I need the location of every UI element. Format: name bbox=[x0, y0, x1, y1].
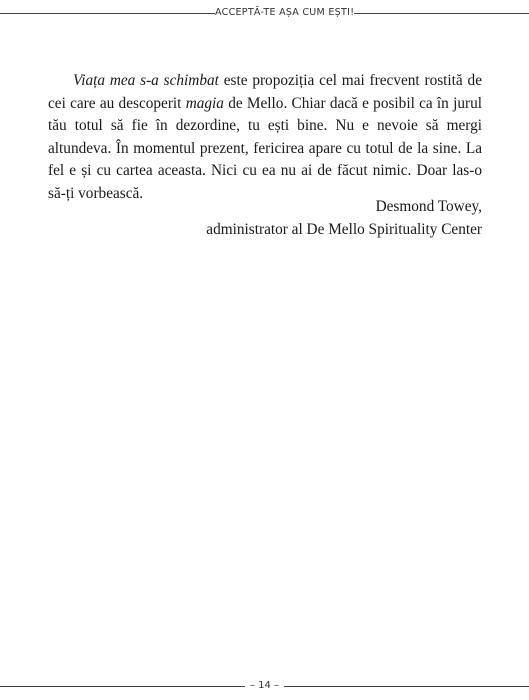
body-text-2: de Mello. Chiar dacă e posibil ca în jurul tău totul să fie în dezordine, tu ești bine. Nu e nevoie să mergi altundeva. În momentul prezent, fericirea apare cu totul de la sine. La fel e și cu cartea aceasta. Nici cu ea nu ai de făcut nimic. Doar las-o să-ți vorbească. bbox=[48, 94, 482, 202]
footer-rule-right bbox=[284, 686, 529, 687]
running-header bbox=[0, 5, 529, 21]
page-footer bbox=[0, 680, 529, 700]
signature-name: Desmond Towey, bbox=[375, 198, 482, 215]
italic-phrase-2: magia bbox=[185, 94, 224, 112]
page-number: – 14 – bbox=[249, 680, 280, 691]
signature-block bbox=[206, 196, 482, 241]
header-rule-right bbox=[354, 13, 529, 14]
footer-rule-left bbox=[0, 686, 245, 687]
header-rule-left bbox=[0, 13, 215, 14]
running-title: ACCEPTĂ-TE AȘA CUM EȘTI! bbox=[215, 7, 355, 18]
signature-role: administrator al De Mello Spirituality Center bbox=[206, 220, 482, 238]
body-text-1: este propoziția cel mai frecvent rostită de cei care au descoperit bbox=[48, 72, 482, 112]
body-paragraph bbox=[48, 70, 482, 206]
italic-phrase-1: Viața mea s-a schimbat bbox=[73, 72, 219, 89]
